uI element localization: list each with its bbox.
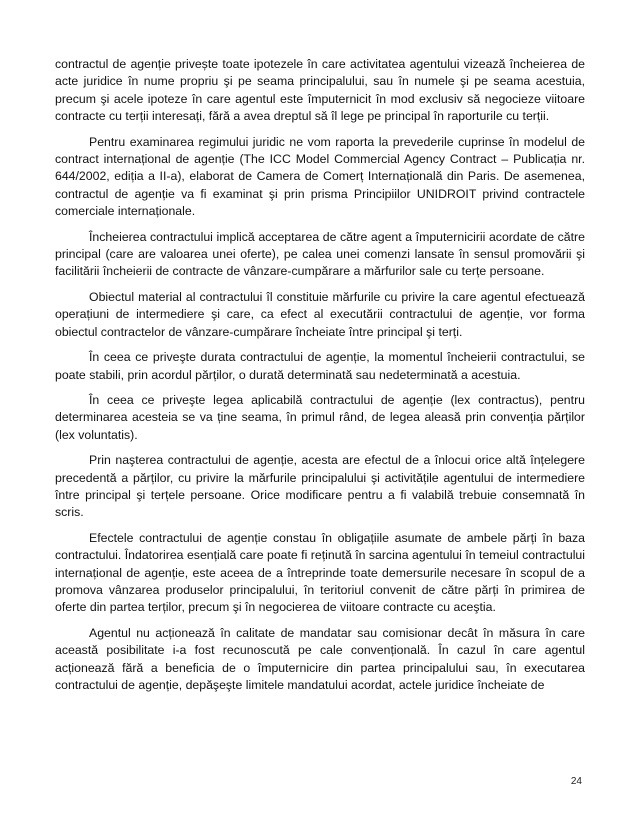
paragraph-2: Pentru examinarea regimului juridic ne vom raporta la prevederile cuprinse în modelul de contract internațional de agenție (The ICC Model Commercial Agency Contract – Publicația nr. 644/2002, ediția a II-a), elaborat de Camera de Comerț Internațională din Paris. De asemenea, contractul de agenție va fi examinat şi prin prisma Principiilor UNIDROIT privind contractele comerciale internaționale. [55,134,585,219]
paragraph-3: Încheierea contractului implică acceptarea de către agent a împuternicirii acordate de către principal (care are valoarea unei oferte), pe calea unei comenzi lansate în sensul promovării şi facilitării încheierii de contracte de vânzare-cumpărare a mărfurilor sale cu terțe persoane. [55,229,585,279]
page-number: 24 [570,776,582,787]
paragraph-7: Prin naşterea contractului de agenție, acesta are efectul de a înlocui orice altă înțelegere precedentă a părților, cu privire la mărfurile principalului şi activitățile agentului de intermediere între principal şi terțele persoane. Orice modificare pentru a fi valabilă trebuie consemnată în scris. [55,453,585,520]
paragraph-1: contractul de agenție privește toate ipotezele în care activitatea agentului vizează încheierea de acte juridice în nume propriu şi pe seama principalului, sau în numele şi pe seama acestuia, precum şi acele ipoteze în care agentul este împuternicit în mod exclusiv să negocieze viitoare contracte cu terții interesați, fără a avea dreptul să îl lege pe principal în raporturile cu terții. [55,57,585,124]
paragraph-9: Agentul nu acționează în calitate de mandatar sau comisionar decât în măsura în care această posibilitate i-a fost recunoscută pe cale convențională. În cazul în care agentul acționează fără a beneficia de o împuternicire din partea principalului sau, în executarea contractului de agenție, depăşeşte limitele mandatului acordat, actele juridice încheiate de [55,625,585,692]
paragraph-5: În ceea ce priveşte durata contractului de agenție, la momentul încheierii contractului, se poate stabili, prin acordul părților, o durată determinată sau nedeterminată a acestuia. [55,350,585,382]
paragraph-8: Efectele contractului de agenție constau în obligațiile asumate de ambele părți în baza contractului. Îndatorirea esențială care poate fi reținută în sarcina agentului în temeiul contractului internațional de agenție, este aceea de a întreprinde toate demersurile necesare în scopul de a promova vânzarea produselor principalului, în teritoriul convenit de către părți în primirea de oferte din partea terților, precum şi în negocierea de viitoare contracte cu aceştia. [55,530,585,615]
paragraph-6: În ceea ce priveşte legea aplicabilă contractului de agenție (lex contractus), pentru determinarea acesteia se va ține seama, în primul rând, de legea aleasă prin convenția părților (lex voluntatis). [55,392,585,442]
paragraph-4: Obiectul material al contractului îl constituie mărfurile cu privire la care agentul efectuează operațiuni de intermediere şi care, ca efect al executării contractului de agenție, vor forma obiectul contractelor de vânzare-cumpărare încheiate între principal şi terți. [55,289,585,339]
